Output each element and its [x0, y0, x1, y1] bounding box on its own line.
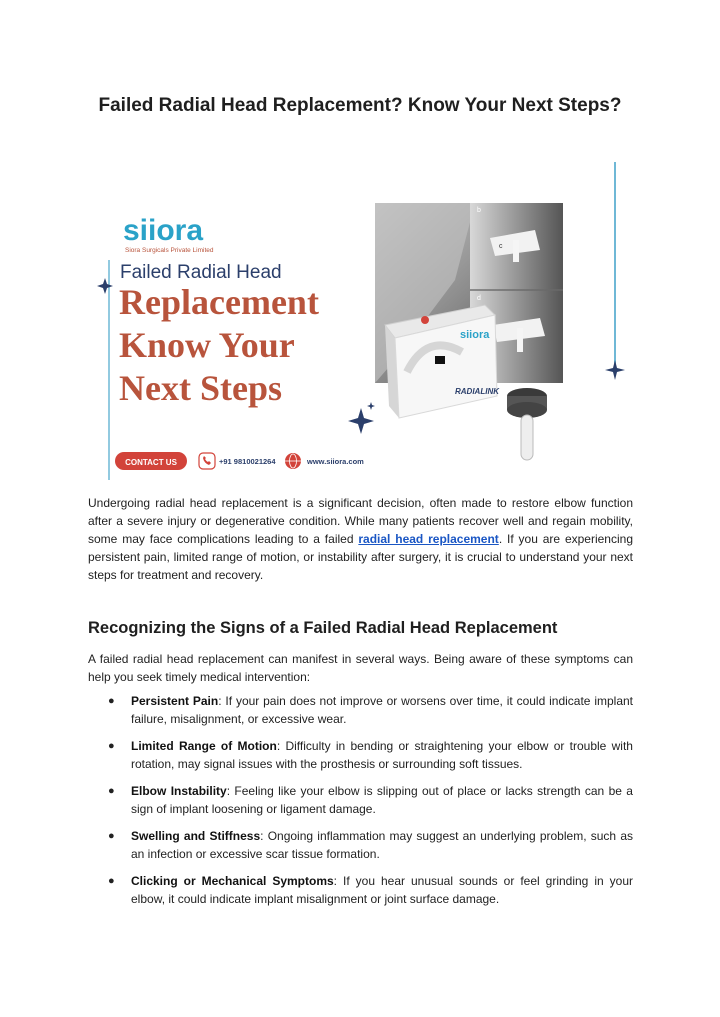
company-name: Siora Surgicals Private Limited [125, 247, 214, 254]
svg-text:c: c [499, 243, 503, 250]
intro-paragraph: Undergoing radial head replacement is a significant decision, often made to restore elbow function after a severe injury or degenerative condition. While many patients recover well and regain mobility, some may face complications leading to a failed radial head replacement. If you are experiencing persistent pain, limited range of motion, or instability after surgery, it is crucial to understand your next steps for treatment and recovery. [88, 496, 633, 582]
implant-image [507, 388, 547, 460]
bullet-icon: ● [108, 875, 115, 887]
svg-text:b: b [477, 207, 481, 214]
symptom-list [88, 692, 633, 917]
list-item: ● Swelling and Stiffness: Ongoing inflammation may suggest an underlying problem, such as an infection or excessive scar tissue formation. [108, 829, 633, 861]
logo-text: siiora [123, 214, 204, 247]
banner-line-1: Failed Radial Head [120, 262, 282, 283]
svg-text:d: d [477, 295, 481, 302]
banner-line-3: Know Your [119, 325, 295, 365]
phone-icon [199, 453, 215, 469]
list-item: ● Persistent Pain: If your pain does not improve or worsens over time, it could indicate implant failure, misalignment, or excessive wear. [108, 694, 634, 726]
bullet-icon: ● [108, 740, 115, 752]
box-brand: siiora [460, 329, 490, 341]
banner-line-2: Replacement [119, 282, 319, 322]
list-item: ● Clicking or Mechanical Symptoms: If you hear unusual sounds or feel grinding in your elbow, it could indicate implant misalignment or joint surface damage. [108, 874, 633, 906]
website-link[interactable]: www.siiora.com [307, 457, 364, 466]
radial-head-replacement-link[interactable]: radial head replacement [358, 532, 499, 546]
phone-number[interactable]: +91 9810021264 [219, 457, 276, 466]
section-heading: Recognizing the Signs of a Failed Radial Head Replacement [88, 619, 558, 637]
bullet-icon: ● [108, 695, 115, 707]
section-lead: A failed radial head replacement can manifest in several ways. Being aware of these symptoms can help you seek timely medical intervention: [88, 652, 633, 684]
list-item: ● Limited Range of Motion: Difficulty in bending or straightening your elbow or trouble with rotation, may signal issues with the prosthesis or surrounding soft tissues. [108, 739, 633, 771]
product-box [385, 305, 500, 418]
sparkle-icon [348, 402, 375, 434]
contact-label: CONTACT US [125, 458, 177, 467]
bullet-icon: ● [108, 785, 115, 797]
list-item: ● Elbow Instability: Feeling like your elbow is slipping out of place or lacks strength can be a sign of implant loosening or ligament damage. [108, 784, 633, 816]
sparkle-icon [605, 360, 625, 380]
hero-banner [95, 160, 640, 485]
banner-line-4: Next Steps [119, 368, 282, 408]
box-product: RADIALINK [455, 387, 499, 396]
bullet-icon: ● [108, 830, 115, 842]
sparkle-icon [97, 278, 113, 294]
page-title: Failed Radial Head Replacement? Know Your Next Steps? [98, 95, 622, 116]
